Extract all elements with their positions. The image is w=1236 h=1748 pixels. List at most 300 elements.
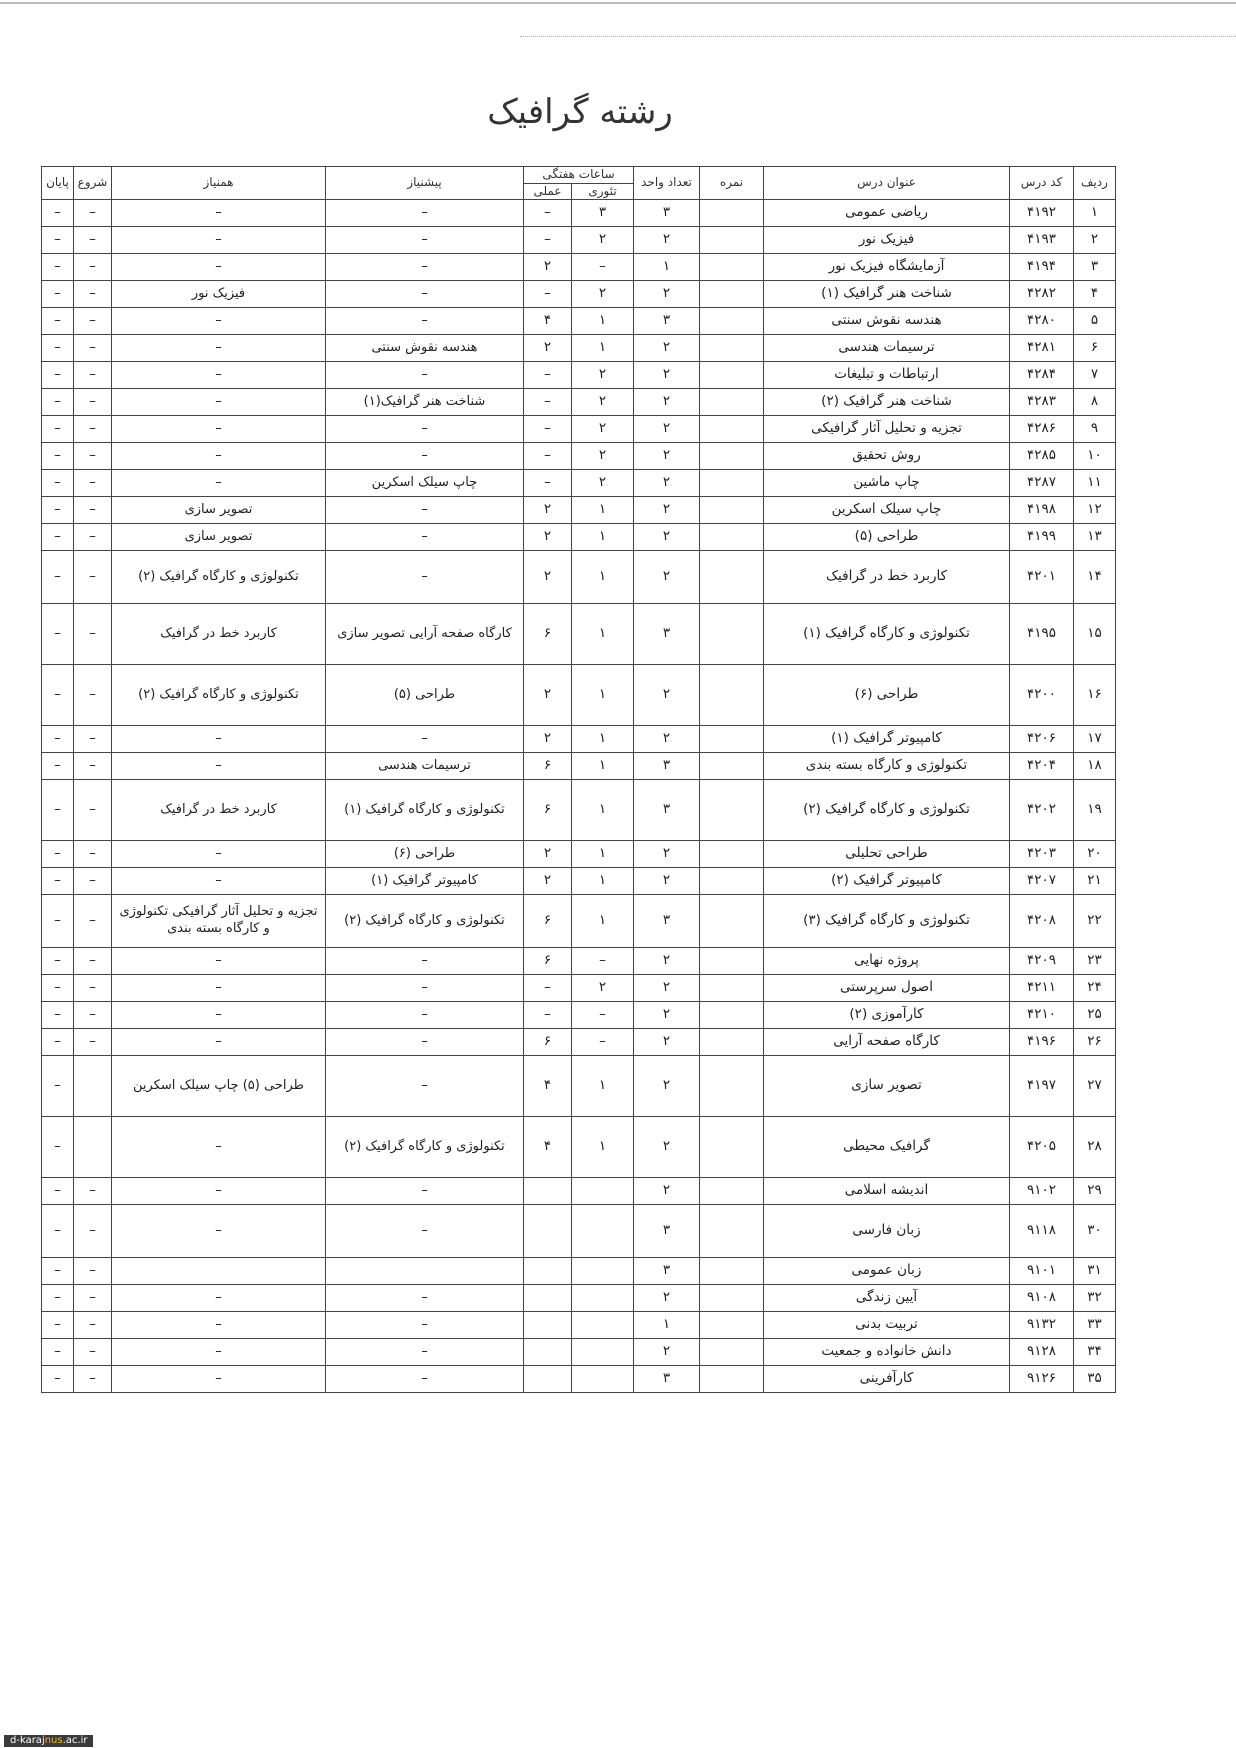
end-cell: –	[41, 868, 73, 895]
course-title: طراحی تحلیلی	[764, 841, 1010, 868]
start-cell: –	[73, 551, 111, 604]
table-row	[41, 524, 1115, 551]
start-cell: –	[73, 1178, 111, 1205]
course-title: کارگاه صفحه آرایی	[764, 1029, 1010, 1056]
row-number: ۱۴	[1074, 551, 1116, 604]
row-number: ۸	[1074, 389, 1116, 416]
units-cell: ۳	[634, 1366, 700, 1393]
start-cell: –	[73, 1002, 111, 1029]
table-row	[41, 1002, 1115, 1029]
theory-hours: ۱	[572, 753, 634, 780]
corequisite-cell: –	[111, 1178, 325, 1205]
theory-hours: ۳	[572, 200, 634, 227]
end-cell: –	[41, 227, 73, 254]
start-cell	[73, 1117, 111, 1178]
grade-cell	[700, 1205, 764, 1258]
table-row	[41, 1205, 1115, 1258]
practical-hours: ۶	[523, 753, 571, 780]
course-title: کارآموزی (۲)	[764, 1002, 1010, 1029]
course-code: ۹۱۲۶	[1010, 1366, 1074, 1393]
course-table-container	[42, 166, 1116, 1393]
start-cell: –	[73, 1029, 111, 1056]
course-code: ۴۲۱۰	[1010, 1002, 1074, 1029]
start-cell: –	[73, 753, 111, 780]
footer-prefix: d-karaj	[10, 1735, 45, 1746]
end-cell: –	[41, 1366, 73, 1393]
course-title: روش تحقیق	[764, 443, 1010, 470]
header-corequisite: همنیاز	[111, 167, 325, 200]
end-cell: –	[41, 665, 73, 726]
end-cell: –	[41, 1002, 73, 1029]
start-cell: –	[73, 524, 111, 551]
grade-cell	[700, 497, 764, 524]
start-cell: –	[73, 604, 111, 665]
header-prerequisite: پیشنیاز	[325, 167, 523, 200]
course-title: تربیت بدنی	[764, 1312, 1010, 1339]
row-number: ۳۱	[1074, 1258, 1116, 1285]
practical-hours: –	[523, 975, 571, 1002]
grade-cell	[700, 227, 764, 254]
theory-hours	[572, 1312, 634, 1339]
table-row	[41, 443, 1115, 470]
units-cell: ۱	[634, 1312, 700, 1339]
table-row	[41, 1178, 1115, 1205]
grade-cell	[700, 551, 764, 604]
start-cell: –	[73, 868, 111, 895]
theory-hours: ۲	[572, 975, 634, 1002]
table-row	[41, 389, 1115, 416]
course-title: فیزیک نور	[764, 227, 1010, 254]
start-cell: –	[73, 1258, 111, 1285]
units-cell: ۳	[634, 895, 700, 948]
row-number: ۹	[1074, 416, 1116, 443]
course-title: طراحی (۵)	[764, 524, 1010, 551]
prerequisite-cell: –	[325, 948, 523, 975]
table-row	[41, 254, 1115, 281]
header-practical: عملی	[523, 183, 571, 200]
start-cell: –	[73, 1205, 111, 1258]
start-cell: –	[73, 254, 111, 281]
corequisite-cell: فیزیک نور	[111, 281, 325, 308]
theory-hours: ۱	[572, 497, 634, 524]
end-cell: –	[41, 200, 73, 227]
units-cell: ۲	[634, 1117, 700, 1178]
row-number: ۲۳	[1074, 948, 1116, 975]
corequisite-cell: –	[111, 975, 325, 1002]
course-code: ۴۱۹۹	[1010, 524, 1074, 551]
course-title: زبان عمومی	[764, 1258, 1010, 1285]
end-cell: –	[41, 443, 73, 470]
course-code: ۴۲۰۱	[1010, 551, 1074, 604]
practical-hours: ۴	[523, 1117, 571, 1178]
table-row	[41, 1029, 1115, 1056]
row-number: ۳۵	[1074, 1366, 1116, 1393]
corequisite-cell: تصویر سازی	[111, 497, 325, 524]
course-title: اندیشه اسلامی	[764, 1178, 1010, 1205]
course-title: چاپ سیلک اسکرین	[764, 497, 1010, 524]
grade-cell	[700, 200, 764, 227]
practical-hours: ۴	[523, 1056, 571, 1117]
theory-hours: ۱	[572, 665, 634, 726]
course-code: ۴۱۹۸	[1010, 497, 1074, 524]
theory-hours: –	[572, 948, 634, 975]
practical-hours: ۲	[523, 335, 571, 362]
corequisite-cell: طراحی (۵) چاپ سیلک اسکرین	[111, 1056, 325, 1117]
end-cell: –	[41, 975, 73, 1002]
start-cell: –	[73, 948, 111, 975]
theory-hours	[572, 1339, 634, 1366]
start-cell: –	[73, 362, 111, 389]
prerequisite-cell: –	[325, 1002, 523, 1029]
course-code: ۹۱۳۲	[1010, 1312, 1074, 1339]
grade-cell	[700, 1002, 764, 1029]
end-cell: –	[41, 1029, 73, 1056]
practical-hours	[523, 1312, 571, 1339]
course-title: شناخت هنر گرافیک (۲)	[764, 389, 1010, 416]
course-code: ۴۲۰۵	[1010, 1117, 1074, 1178]
course-code: ۹۱۰۲	[1010, 1178, 1074, 1205]
course-title: آزمایشگاه فیزیک نور	[764, 254, 1010, 281]
course-title: کاربرد خط در گرافیک	[764, 551, 1010, 604]
corequisite-cell: –	[111, 200, 325, 227]
units-cell: ۳	[634, 308, 700, 335]
course-title: تجزیه و تحلیل آثار گرافیکی	[764, 416, 1010, 443]
prerequisite-cell: –	[325, 308, 523, 335]
theory-hours: ۱	[572, 524, 634, 551]
end-cell: –	[41, 726, 73, 753]
course-title: ارتباطات و تبلیغات	[764, 362, 1010, 389]
practical-hours: ۶	[523, 948, 571, 975]
theory-hours: ۱	[572, 1117, 634, 1178]
course-title: تکنولوژی و کارگاه گرافیک (۱)	[764, 604, 1010, 665]
header-weekly-hours: ساعات هفتگی	[523, 167, 633, 184]
table-row	[41, 895, 1115, 948]
practical-hours: –	[523, 281, 571, 308]
start-cell: –	[73, 895, 111, 948]
theory-hours: ۱	[572, 335, 634, 362]
units-cell: ۳	[634, 780, 700, 841]
course-code: ۴۲۸۱	[1010, 335, 1074, 362]
units-cell: ۲	[634, 524, 700, 551]
end-cell: –	[41, 1339, 73, 1366]
header-code: کد درس	[1010, 167, 1074, 200]
theory-hours: ۱	[572, 726, 634, 753]
table-row	[41, 335, 1115, 362]
course-title: تکنولوژی و کارگاه گرافیک (۲)	[764, 780, 1010, 841]
units-cell: ۲	[634, 1339, 700, 1366]
course-code: ۴۲۸۴	[1010, 362, 1074, 389]
theory-hours	[572, 1366, 634, 1393]
end-cell: –	[41, 551, 73, 604]
grade-cell	[700, 389, 764, 416]
table-row	[41, 1117, 1115, 1178]
grade-cell	[700, 1258, 764, 1285]
row-number: ۲۸	[1074, 1117, 1116, 1178]
end-cell: –	[41, 497, 73, 524]
start-cell: –	[73, 308, 111, 335]
units-cell: ۳	[634, 1205, 700, 1258]
row-number: ۱۳	[1074, 524, 1116, 551]
grade-cell	[700, 895, 764, 948]
prerequisite-cell: –	[325, 1029, 523, 1056]
grade-cell	[700, 841, 764, 868]
practical-hours: ۶	[523, 1029, 571, 1056]
table-row	[41, 975, 1115, 1002]
theory-hours: ۲	[572, 416, 634, 443]
table-row	[41, 1312, 1115, 1339]
practical-hours: ۲	[523, 524, 571, 551]
course-code: ۴۱۹۵	[1010, 604, 1074, 665]
theory-hours: ۱	[572, 895, 634, 948]
corequisite-cell: –	[111, 254, 325, 281]
grade-cell	[700, 1178, 764, 1205]
start-cell: –	[73, 416, 111, 443]
prerequisite-cell: –	[325, 1312, 523, 1339]
header-end: پایان	[41, 167, 73, 200]
corequisite-cell: –	[111, 470, 325, 497]
units-cell: ۲	[634, 1002, 700, 1029]
prerequisite-cell: –	[325, 281, 523, 308]
end-cell: –	[41, 470, 73, 497]
course-title: آیین زندگی	[764, 1285, 1010, 1312]
course-code: ۹۱۰۱	[1010, 1258, 1074, 1285]
practical-hours: –	[523, 200, 571, 227]
practical-hours: –	[523, 1002, 571, 1029]
start-cell: –	[73, 841, 111, 868]
start-cell: –	[73, 389, 111, 416]
practical-hours	[523, 1366, 571, 1393]
grade-cell	[700, 1366, 764, 1393]
practical-hours	[523, 1205, 571, 1258]
units-cell: ۲	[634, 1285, 700, 1312]
corequisite-cell: –	[111, 726, 325, 753]
header-units: تعداد واحد	[634, 167, 700, 200]
course-title: زبان فارسی	[764, 1205, 1010, 1258]
units-cell: ۲	[634, 497, 700, 524]
corequisite-cell: –	[111, 868, 325, 895]
theory-hours: ۲	[572, 470, 634, 497]
start-cell: –	[73, 497, 111, 524]
practical-hours: ۲	[523, 726, 571, 753]
table-row	[41, 551, 1115, 604]
end-cell: –	[41, 1258, 73, 1285]
row-number: ۵	[1074, 308, 1116, 335]
header-row-1	[41, 167, 1115, 184]
prerequisite-cell: –	[325, 1056, 523, 1117]
table-row	[41, 470, 1115, 497]
row-number: ۳۳	[1074, 1312, 1116, 1339]
units-cell: ۳	[634, 1258, 700, 1285]
row-number: ۱۶	[1074, 665, 1116, 726]
grade-cell	[700, 362, 764, 389]
course-title: کارآفرینی	[764, 1366, 1010, 1393]
course-code: ۴۱۹۶	[1010, 1029, 1074, 1056]
end-cell: –	[41, 1312, 73, 1339]
theory-hours	[572, 1178, 634, 1205]
course-code: ۴۲۰۳	[1010, 841, 1074, 868]
start-cell: –	[73, 443, 111, 470]
course-code: ۴۲۸۵	[1010, 443, 1074, 470]
units-cell: ۲	[634, 335, 700, 362]
prerequisite-cell	[325, 1258, 523, 1285]
prerequisite-cell: تکنولوژی و کارگاه گرافیک (۲)	[325, 895, 523, 948]
footer-site-badge[interactable]	[4, 1735, 93, 1747]
course-code: ۴۱۹۴	[1010, 254, 1074, 281]
end-cell: –	[41, 362, 73, 389]
prerequisite-cell: طراحی (۵)	[325, 665, 523, 726]
theory-hours: ۲	[572, 389, 634, 416]
theory-hours: ۱	[572, 841, 634, 868]
grade-cell	[700, 1312, 764, 1339]
grade-cell	[700, 1285, 764, 1312]
course-code: ۹۱۱۸	[1010, 1205, 1074, 1258]
units-cell: ۲	[634, 665, 700, 726]
start-cell: –	[73, 975, 111, 1002]
corequisite-cell: –	[111, 1285, 325, 1312]
start-cell: –	[73, 780, 111, 841]
course-code: ۴۱۹۲	[1010, 200, 1074, 227]
prerequisite-cell: چاپ سیلک اسکرین	[325, 470, 523, 497]
units-cell: ۲	[634, 443, 700, 470]
end-cell: –	[41, 389, 73, 416]
course-title: تکنولوژی و کارگاه گرافیک (۳)	[764, 895, 1010, 948]
grade-cell	[700, 443, 764, 470]
prerequisite-cell: کارگاه صفحه آرایی تصویر سازی	[325, 604, 523, 665]
course-title: تکنولوژی و کارگاه بسته بندی	[764, 753, 1010, 780]
start-cell: –	[73, 1312, 111, 1339]
corequisite-cell: –	[111, 1339, 325, 1366]
course-code: ۴۲۰۹	[1010, 948, 1074, 975]
corequisite-cell: –	[111, 1205, 325, 1258]
table-row	[41, 416, 1115, 443]
prerequisite-cell: –	[325, 1366, 523, 1393]
prerequisite-cell: هندسه نقوش سنتی	[325, 335, 523, 362]
grade-cell	[700, 254, 764, 281]
grade-cell	[700, 335, 764, 362]
course-code: ۴۲۰۸	[1010, 895, 1074, 948]
units-cell: ۲	[634, 362, 700, 389]
prerequisite-cell: تکنولوژی و کارگاه گرافیک (۲)	[325, 1117, 523, 1178]
course-code: ۴۲۸۷	[1010, 470, 1074, 497]
theory-hours	[572, 1258, 634, 1285]
row-number: ۲۹	[1074, 1178, 1116, 1205]
table-row	[41, 281, 1115, 308]
grade-cell	[700, 753, 764, 780]
units-cell: ۲	[634, 726, 700, 753]
corequisite-cell: –	[111, 1117, 325, 1178]
end-cell: –	[41, 281, 73, 308]
course-title: تصویر سازی	[764, 1056, 1010, 1117]
start-cell: –	[73, 281, 111, 308]
theory-hours: ۱	[572, 780, 634, 841]
corequisite-cell: –	[111, 1366, 325, 1393]
start-cell: –	[73, 200, 111, 227]
row-number: ۲۲	[1074, 895, 1116, 948]
units-cell: ۲	[634, 389, 700, 416]
prerequisite-cell: –	[325, 975, 523, 1002]
grade-cell	[700, 604, 764, 665]
course-code: ۴۲۰۷	[1010, 868, 1074, 895]
grade-cell	[700, 780, 764, 841]
row-number: ۲۰	[1074, 841, 1116, 868]
row-number: ۳۲	[1074, 1285, 1116, 1312]
table-row	[41, 497, 1115, 524]
row-number: ۱۰	[1074, 443, 1116, 470]
course-code: ۴۲۸۰	[1010, 308, 1074, 335]
course-title: چاپ ماشین	[764, 470, 1010, 497]
practical-hours: ۴	[523, 308, 571, 335]
units-cell: ۳	[634, 753, 700, 780]
course-title: اصول سرپرستی	[764, 975, 1010, 1002]
prerequisite-cell: ترسیمات هندسی	[325, 753, 523, 780]
course-code: ۴۲۰۶	[1010, 726, 1074, 753]
scan-edge-line	[0, 2, 1236, 4]
corequisite-cell: –	[111, 362, 325, 389]
theory-hours: ۱	[572, 868, 634, 895]
course-code: ۴۲۸۲	[1010, 281, 1074, 308]
grade-cell	[700, 1029, 764, 1056]
footer-accent: nus	[44, 1735, 63, 1746]
grade-cell	[700, 308, 764, 335]
row-number: ۲۷	[1074, 1056, 1116, 1117]
units-cell: ۲	[634, 868, 700, 895]
theory-hours: ۱	[572, 308, 634, 335]
end-cell: –	[41, 308, 73, 335]
end-cell: –	[41, 1205, 73, 1258]
theory-hours: ۲	[572, 362, 634, 389]
prerequisite-cell: –	[325, 551, 523, 604]
header-grade: نمره	[700, 167, 764, 200]
corequisite-cell: تصویر سازی	[111, 524, 325, 551]
row-number: ۲۴	[1074, 975, 1116, 1002]
corequisite-cell: –	[111, 389, 325, 416]
grade-cell	[700, 416, 764, 443]
row-number: ۳۰	[1074, 1205, 1116, 1258]
end-cell: –	[41, 1117, 73, 1178]
corequisite-cell: –	[111, 308, 325, 335]
practical-hours: ۶	[523, 604, 571, 665]
end-cell: –	[41, 416, 73, 443]
theory-hours	[572, 1285, 634, 1312]
table-row	[41, 1339, 1115, 1366]
units-cell: ۲	[634, 841, 700, 868]
end-cell: –	[41, 780, 73, 841]
course-code: ۴۲۰۲	[1010, 780, 1074, 841]
grade-cell	[700, 524, 764, 551]
end-cell: –	[41, 254, 73, 281]
course-code: ۹۱۰۸	[1010, 1285, 1074, 1312]
start-cell: –	[73, 227, 111, 254]
course-code: ۴۱۹۷	[1010, 1056, 1074, 1117]
start-cell: –	[73, 665, 111, 726]
practical-hours: ۲	[523, 868, 571, 895]
practical-hours: –	[523, 416, 571, 443]
course-title: طراحی (۶)	[764, 665, 1010, 726]
grade-cell	[700, 726, 764, 753]
corequisite-cell: –	[111, 416, 325, 443]
end-cell: –	[41, 753, 73, 780]
table-row	[41, 1056, 1115, 1117]
course-title: دانش خانواده و جمعیت	[764, 1339, 1010, 1366]
prerequisite-cell: کامپیوتر گرافیک (۱)	[325, 868, 523, 895]
practical-hours: –	[523, 362, 571, 389]
start-cell: –	[73, 726, 111, 753]
start-cell: –	[73, 1285, 111, 1312]
row-number: ۱۹	[1074, 780, 1116, 841]
table-row	[41, 308, 1115, 335]
page-title: رشته گرافیک	[487, 92, 673, 132]
course-title: گرافیک محیطی	[764, 1117, 1010, 1178]
